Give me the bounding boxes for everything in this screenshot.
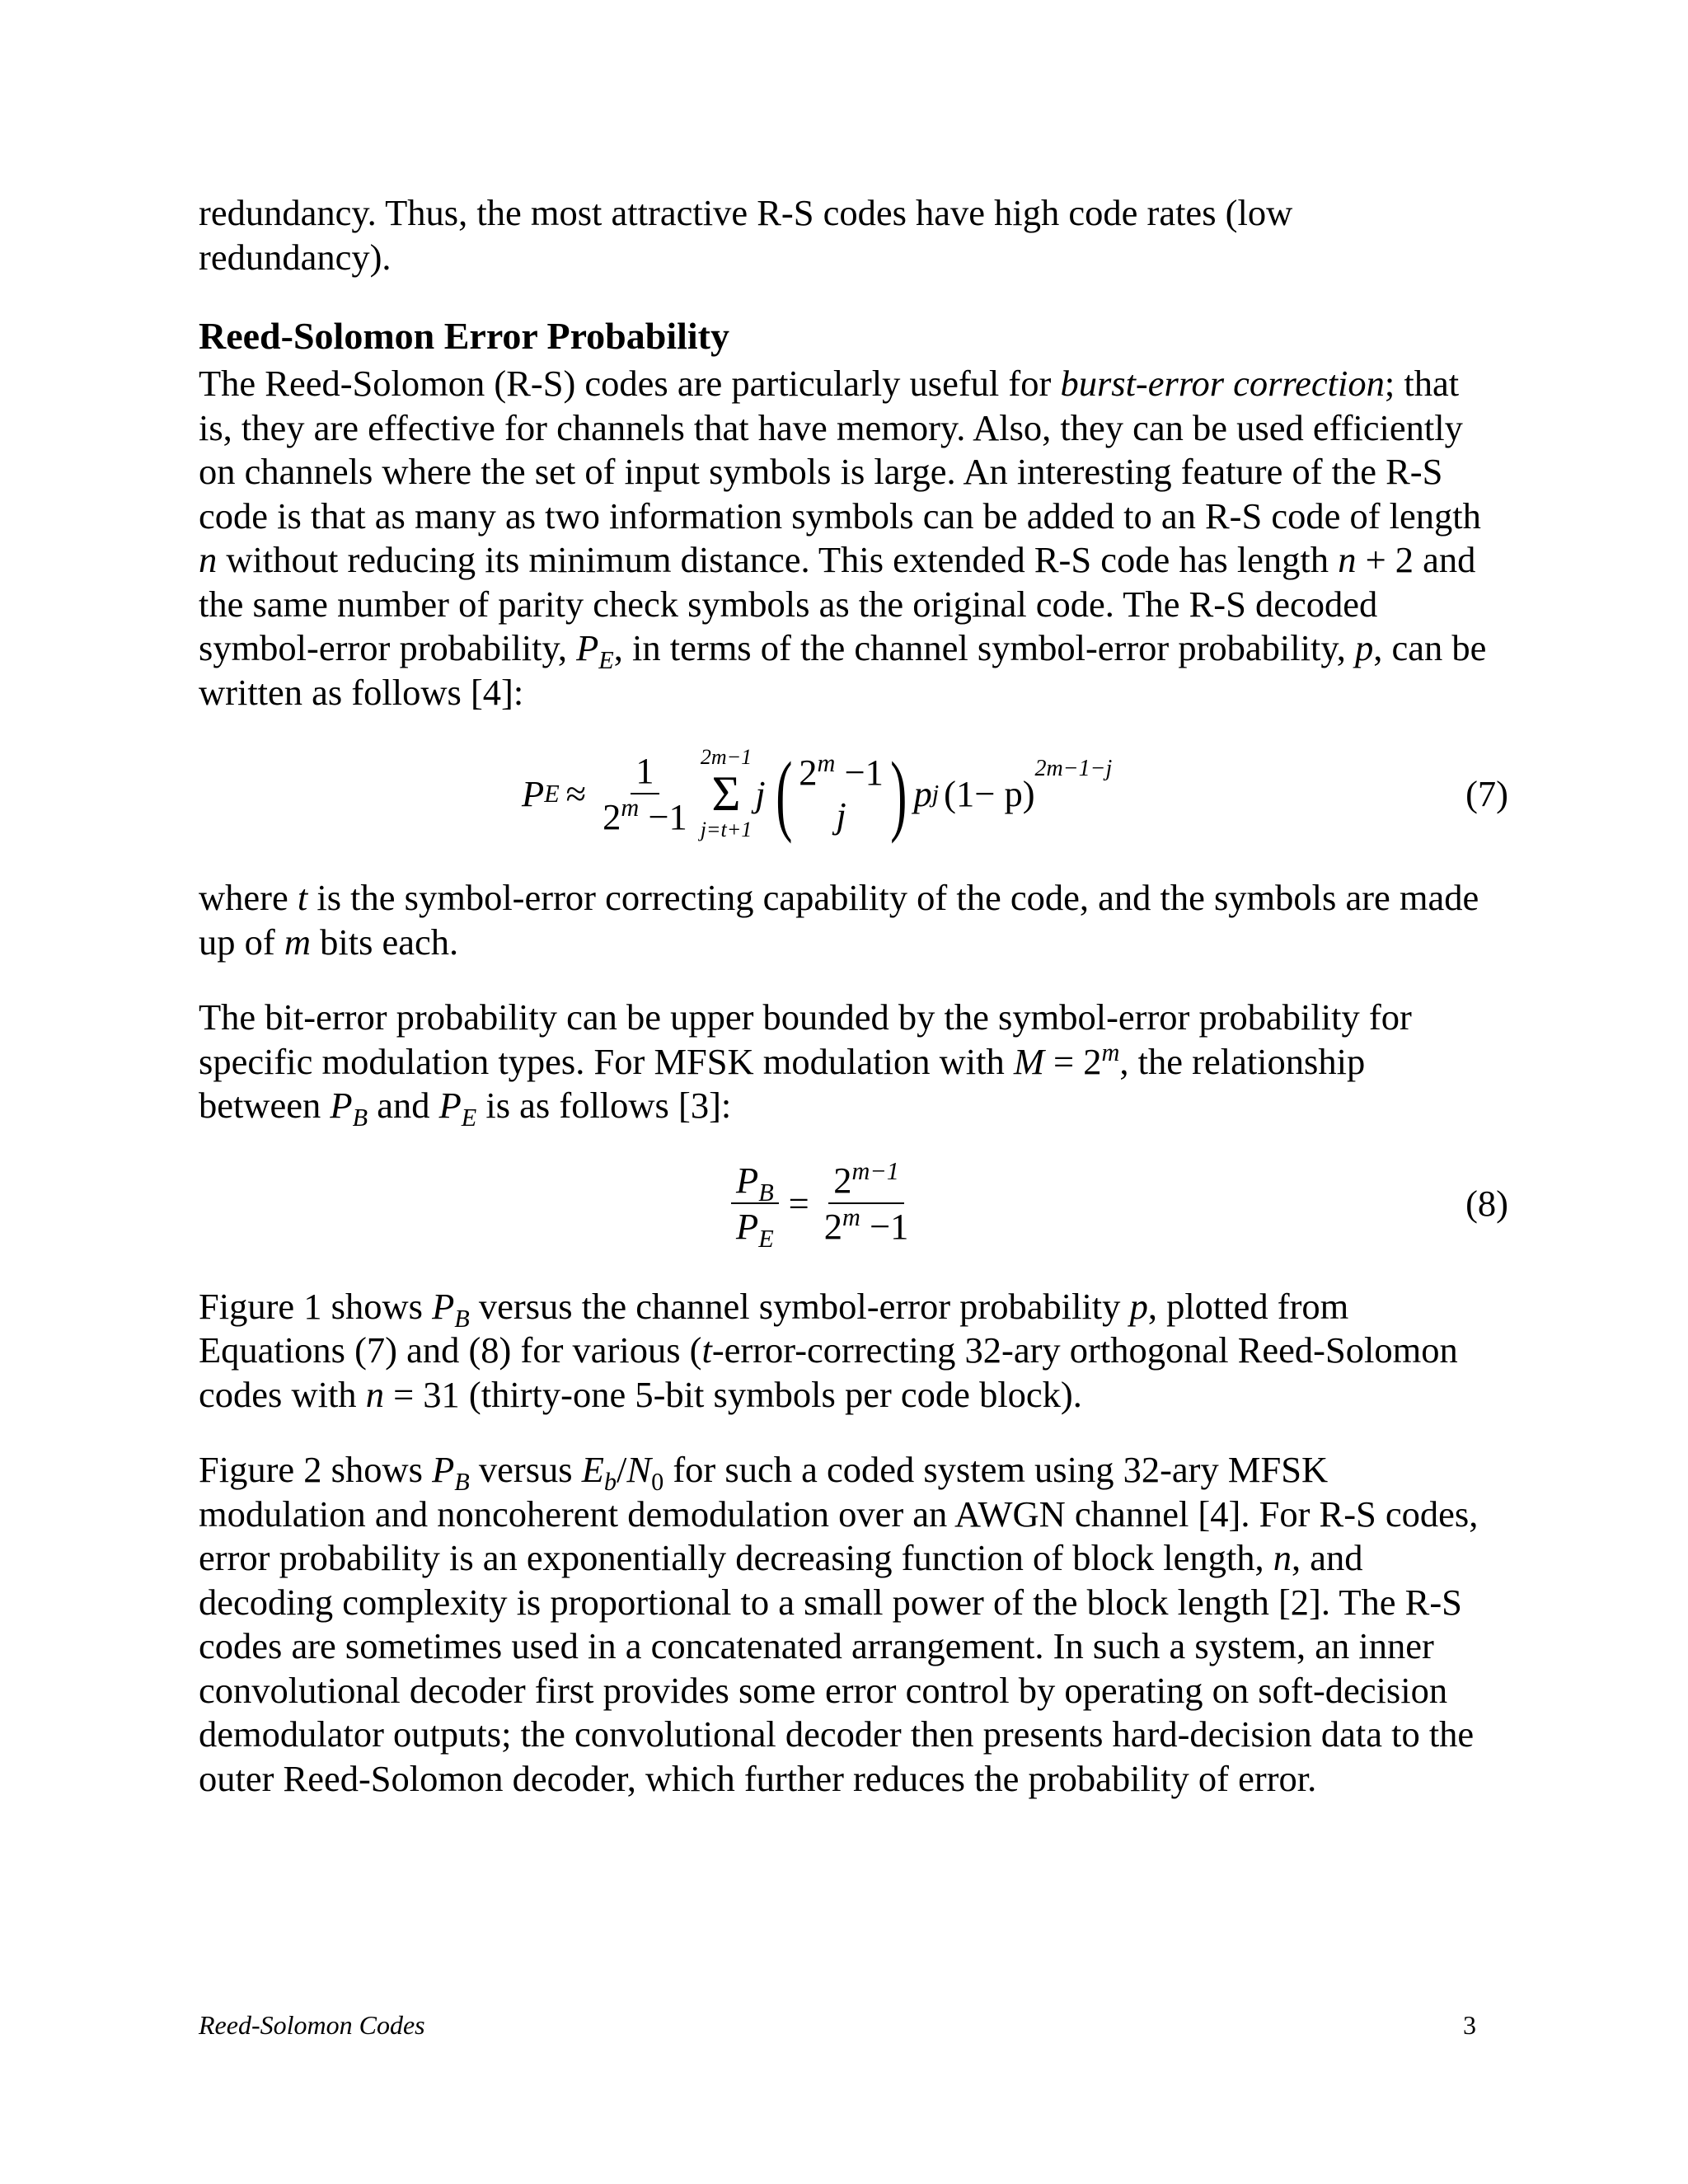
footer-title: Reed-Solomon Codes (199, 2010, 425, 2040)
eq7-summation: 2m−1 Σ j=t+1 (700, 745, 753, 841)
equation-8-number: (8) (1465, 1182, 1508, 1224)
page-content (199, 191, 1508, 1801)
page-footer (199, 2008, 1476, 2041)
paragraph-figure-2: Figure 2 shows $P_B$ versus $E_b/N_0$ for such a coded system using 32-ary MFSK modulation and noncoherent demodulation over an AWGN channel [4]. For R-S codes, error probability is an exponentially decreasing function of block length, n, and decoding complexity is proportional to a small power of the block length [2]. The R-S codes are sometimes used in a concatenated arrangement. In such a system, an inner convolutional decoder first provides some error control by operating on soft-decision demodulator outputs; the convolutional decoder then presents hard-decision data to the outer Reed-Solomon decoder, which further reduces the probability of error. (199, 1449, 1479, 1799)
equation-8-body: $\frac{P_B}{P_E}$ = $\frac{2^{m-1}}{2^m -1}$ (726, 1150, 918, 1257)
paragraph-burst-error: The Reed-Solomon (R-S) codes are particularly useful for burst-error correction; that is, they are effective for channels that have memory. Also, they can be used efficiently on channels where the set of input symbols is large. An interesting feature of the R-S code is that as many as two information symbols can be added to an R-S code of length n without reducing its minimum distance. This extended R-S code has length n + 2 and the same number of parity check symbols as the original code. The R-S decoded symbol-error probability, $P_E$, in terms of the channel symbol-error probability, p, can be written as follows [4]: (199, 363, 1487, 713)
eq8-rhs-fraction: $\frac{2^{m-1}}{2^m -1}$ (823, 1156, 909, 1247)
eq8-lhs-fraction: $\frac{P_B}{P_E}$ (731, 1160, 779, 1247)
eq7-fraction: $\frac{1}{2^m -1}$ (603, 750, 687, 837)
equation-7-body: P E ≈ $\frac{1}{2^m -1}$ 2m−1 Σ j=t+1 j ( $2^m -1$ j ) p j (1− p) 2m−1−j (522, 743, 1113, 844)
equation-7 (199, 736, 1508, 851)
section-heading: Reed-Solomon Error Probability (199, 315, 729, 357)
paragraph-bit-error: The bit-error probability can be upper bounded by the symbol-error probability for specific modulation types. For MFSK modulation with $M = 2^m$, the relationship between $P_B$ and $P_E$ is as follows [3]: (199, 996, 1412, 1132)
eq7-binomial: ( $2^m -1$ j ) (775, 743, 907, 844)
paragraph-figure-1: Figure 1 shows $P_B$ versus the channel symbol-error probability p, plotted from Equations (7) and (8) for various (t-error-correcting 32-ary orthogonal Reed-Solomon codes with n = 31 (thirty-one 5-bit symbols per code block). (199, 1285, 1458, 1415)
equation-8 (199, 1150, 1508, 1257)
equation-7-number: (7) (1465, 773, 1508, 814)
paragraph-where-t: where t is the symbol-error correcting capability of the code, and the symbols are made up of m bits each. (199, 877, 1479, 963)
page-number: 3 (1463, 2010, 1476, 2040)
intro-paragraph: redundancy. Thus, the most attractive R-S codes have high code rates (low redundancy). (199, 192, 1293, 278)
